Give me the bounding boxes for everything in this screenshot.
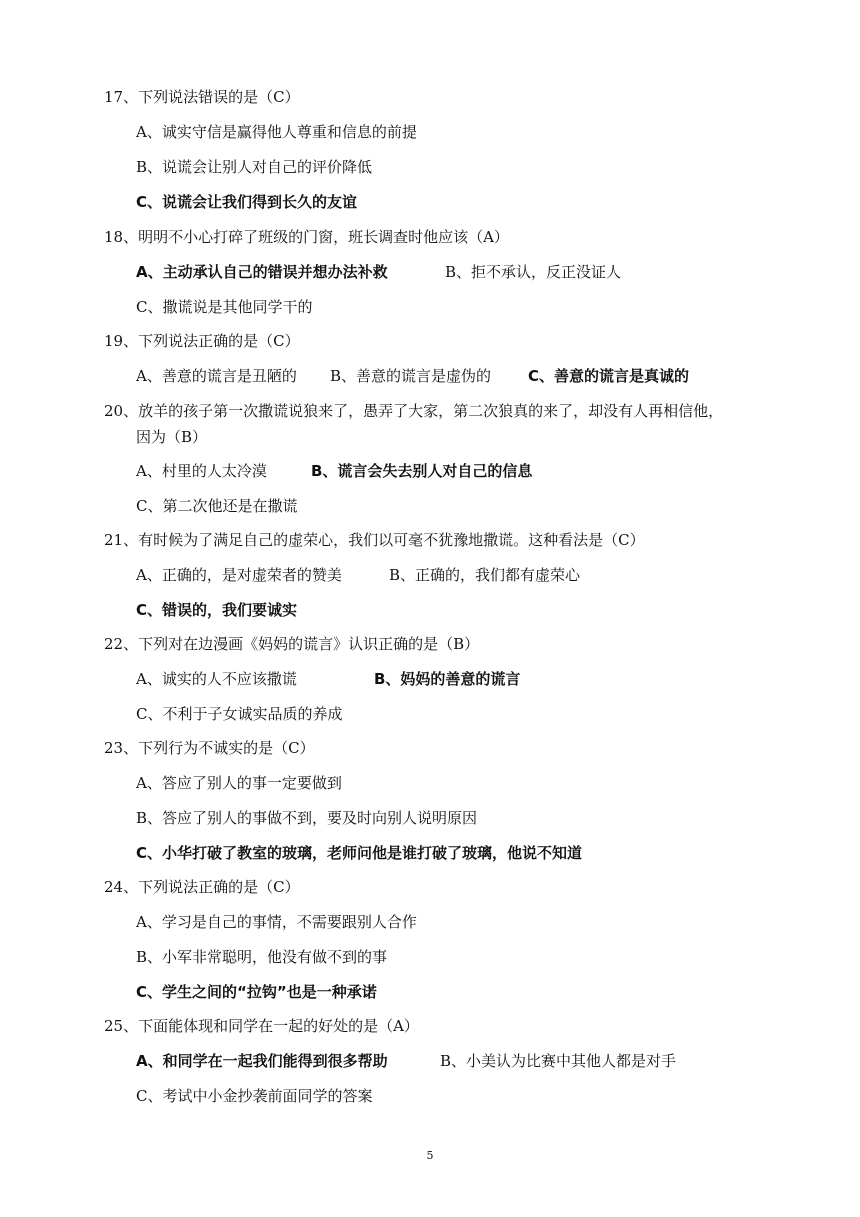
question-23-option-a: A、答应了别人的事一定要做到 [136, 774, 342, 792]
question-20-stem-cont: 因为（B） [136, 428, 208, 446]
question-18-option-b: B、拒不承认，反正没证人 [445, 263, 622, 281]
question-17-stem: 17、下列说法错误的是（C） [104, 88, 300, 106]
question-20-option-a: A、村里的人太冷漠 [136, 462, 267, 480]
question-24-option-b: B、小军非常聪明，他没有做不到的事 [136, 948, 388, 966]
question-21-option-b: B、正确的，我们都有虚荣心 [389, 566, 581, 584]
question-25-option-a: A、和同学在一起我们能得到很多帮助 [136, 1052, 388, 1070]
question-24-stem: 24、下列说法正确的是（C） [104, 878, 300, 896]
question-17-option-c: C、说谎会让我们得到长久的友谊 [136, 193, 358, 211]
question-22-option-c: C、不利于子女诚实品质的养成 [136, 705, 343, 723]
question-20-option-c: C、第二次他还是在撒谎 [136, 497, 298, 515]
question-19-stem: 19、下列说法正确的是（C） [104, 332, 300, 350]
question-19-option-c: C、善意的谎言是真诚的 [528, 367, 690, 385]
page-number: 5 [426, 1149, 434, 1162]
question-19-option-a: A、善意的谎言是丑陋的 [136, 367, 297, 385]
question-17-option-a: A、诚实守信是赢得他人尊重和信息的前提 [136, 123, 417, 141]
question-20-stem: 20、放羊的孩子第一次撒谎说狼来了，愚弄了大家，第二次狼真的来了，却没有人再相信他， [104, 402, 724, 420]
question-21-option-a: A、正确的，是对虚荣者的赞美 [136, 566, 342, 584]
question-22-option-a: A、诚实的人不应该撒谎 [136, 670, 297, 688]
question-20-option-b: B、谎言会失去别人对自己的信息 [311, 462, 533, 480]
question-23-stem: 23、下列行为不诚实的是（C） [104, 739, 315, 757]
question-23-option-c: C、小华打破了教室的玻璃，老师问他是谁打破了玻璃，他说不知道 [136, 844, 583, 862]
question-22-option-b: B、妈妈的善意的谎言 [374, 670, 521, 688]
question-25-option-c: C、考试中小金抄袭前面同学的答案 [136, 1087, 373, 1105]
question-17-option-b: B、说谎会让别人对自己的评价降低 [136, 158, 373, 176]
question-24-option-c: C、学生之间的“拉钩”也是一种承诺 [136, 983, 377, 1001]
question-21-stem: 21、有时候为了满足自己的虚荣心，我们以可毫不犹豫地撒谎。这种看法是（C） [104, 531, 645, 549]
question-23-option-b: B、答应了别人的事做不到，要及时向别人说明原因 [136, 809, 478, 827]
question-18-stem: 18、明明不小心打碎了班级的门窗，班长调查时他应该（A） [104, 228, 509, 246]
question-25-option-b: B、小美认为比赛中其他人都是对手 [440, 1052, 677, 1070]
question-18-option-a: A、主动承认自己的错误并想办法补救 [136, 263, 388, 281]
question-19-option-b: B、善意的谎言是虚伪的 [330, 367, 492, 385]
question-25-stem: 25、下面能体现和同学在一起的好处的是（A） [104, 1017, 419, 1035]
question-22-stem: 22、下列对在边漫画《妈妈的谎言》认识正确的是（B） [104, 635, 480, 653]
question-24-option-a: A、学习是自己的事情，不需要跟别人合作 [136, 913, 417, 931]
question-21-option-c: C、错误的，我们要诚实 [136, 601, 298, 619]
question-18-option-c: C、撒谎说是其他同学干的 [136, 298, 313, 316]
